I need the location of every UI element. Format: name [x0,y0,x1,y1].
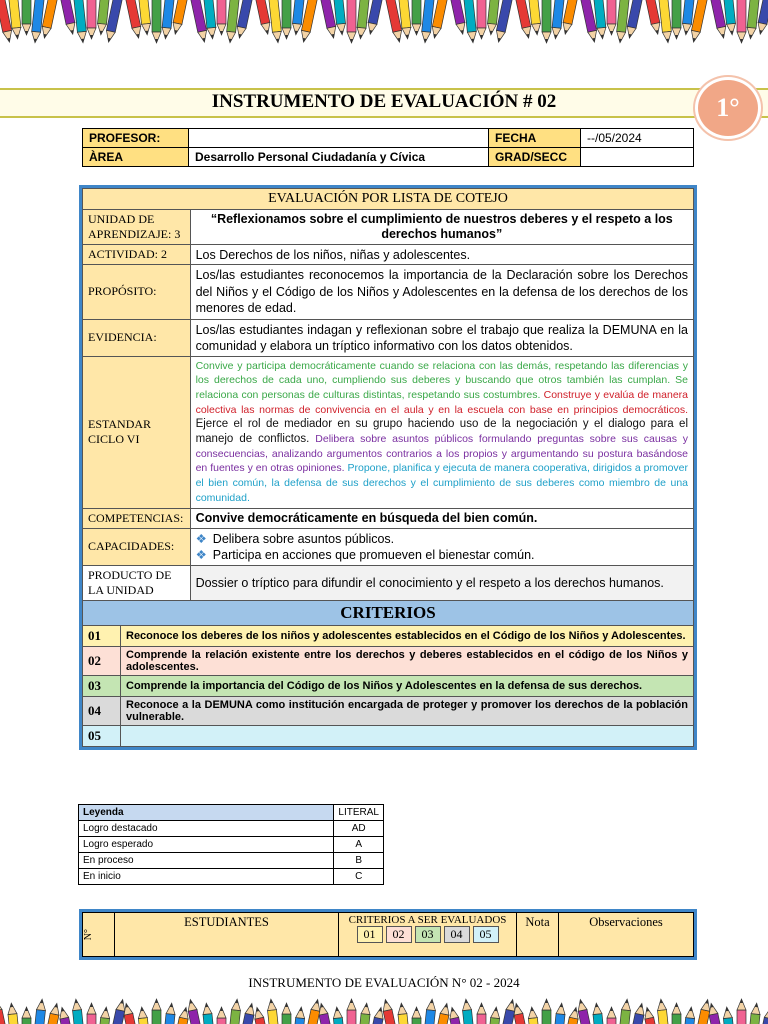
pencil-icon [332,1007,343,1024]
pencil-icon [74,0,88,43]
pencil-icon [722,1007,733,1024]
criterio-text[interactable] [121,725,694,746]
capacidad-item: ❖ Participa en acciones que promueven el bienestar común. [195,547,535,562]
pencil-icon [356,0,369,39]
criterios-column-header: CRITERIOS A SER EVALUADOS 01 02 03 04 05 [339,913,517,957]
observaciones-column-header: Observaciones [559,913,694,957]
pencil-icon [48,1003,62,1024]
pencil-icon [360,1003,371,1024]
pencil-icon [334,0,347,35]
grade-badge: 1° [695,77,761,139]
legend-row [79,853,384,869]
pencil-icon [139,0,152,35]
pencil-icon [425,999,437,1024]
page-title: INSTRUMENTO DE EVALUACIÓN # 02 [211,91,557,112]
actividad-value: Los Derechos de los niños, niñas y adolescentes. [190,245,693,265]
pencil-icon [71,999,83,1024]
estandar-part-2: Construye y evalúa de manera colectiva las normas de convivencia en el aula y en la escuela con base en principios democráticos. [195,388,689,416]
criterios-subheaders [339,926,516,945]
pencil-icon [464,0,478,43]
pencil-icon [269,0,283,43]
pencil-icon [152,999,161,1024]
legend-literal: A [334,837,384,853]
criterio-subheader: 03 [415,926,441,943]
legend-literal: B [334,853,384,869]
capacidades-label: CAPACIDADES: [83,528,191,565]
pencil-icon [477,1003,486,1024]
legend-literal: AD [334,821,384,837]
estandar-value [190,356,693,508]
actividad-label: ACTIVIDAD: 2 [83,245,191,265]
pencil-icon [592,1003,603,1024]
unidad-label: UNIDAD DE APRENDIZAJE: 3 [83,210,191,245]
criterio-subheader: 05 [473,926,499,943]
pencil-icon [737,0,746,43]
pencil-icon [672,1003,681,1024]
pencil-border-bottom [0,994,768,1024]
pencil-border-icon [0,0,768,48]
gradsecc-field[interactable] [581,148,694,167]
capacidad-item: ❖ Delibera sobre asuntos públicos. [195,531,395,546]
pencil-icon [448,1006,461,1024]
pencil-icon [490,1007,501,1024]
pencil-icon [397,1003,408,1024]
criterio-number: 01 [83,625,121,646]
pencil-icon [750,1003,761,1024]
pencil-icon [35,999,47,1024]
estandar-part-5: Propone, planifica y ejecuta de manera cooperativa, dirigidos a promover el bien común, la defensa de sus derechos y el cumplimiento de sus deberes como miembro de una comunidad. [195,462,688,504]
evidencia-value: Los/las estudiantes indagan y reflexionan sobre el trabajo que realiza la DEMUNA en la comunidad y elabora un tríptico informativo con los datos obtenidos. [190,319,693,356]
criterio-number: 05 [83,725,121,746]
pencil-icon [282,1003,291,1024]
pencil-icon [412,0,421,35]
capacidades-list [190,528,693,565]
pencil-icon [477,0,486,39]
criterio-subheader: 01 [357,926,383,943]
pencil-icon [22,1007,31,1024]
producto-label: PRODUCTO DE LA UNIDAD [83,565,191,600]
legend-row [79,821,384,837]
competencias-value: Convive democráticamente en búsqueda del bien común. [190,508,693,528]
pencil-icon [529,0,542,35]
criterio-text: Reconoce a la DEMUNA como institución encargada de proteger y promover los derechos de la población vulnerable. [121,696,694,725]
pencil-icon [737,999,746,1024]
pencil-icon [137,1007,148,1024]
pencil-icon [152,0,161,43]
pencil-icon [87,0,96,39]
evaluation-section-title: EVALUACIÓN POR LISTA DE COTEJO [83,189,694,210]
diamond-bullet-icon: ❖ [195,547,207,562]
criterio-row [83,725,694,746]
pencil-icon [616,0,630,43]
pencil-icon [347,999,356,1024]
competencias-label: COMPETENCIAS: [83,508,191,528]
criterios-title: CRITERIOS [83,600,694,625]
proposito-value: Los/las estudiantes reconocemos la importancia de la Declaración sobre los Derechos del Niños y el Código de los Niños y Adolescentes en la defensa de los derechos de los menores de edad. [190,265,693,320]
estandar-part-4: Delibera sobre asuntos públicos formulando preguntas sobre sus causas y consecuencias, analizando argumentos contrarios a los propios y argumentando su postura basándose en fuentes y en otras opiniones. [195,433,688,475]
pencil-icon [527,1007,538,1024]
criterio-number: 04 [83,696,121,725]
pencil-icon [421,0,435,43]
pencil-icon [31,0,45,43]
pencil-icon [230,999,242,1024]
pencil-icon [542,0,551,43]
pencil-icon [161,0,174,39]
pencil-icon [7,1003,18,1024]
pencil-icon [87,1003,96,1024]
criterio-row [83,646,694,675]
pencil-icon [0,999,5,1024]
pencil-icon [266,999,278,1024]
pencil-icon [22,0,31,35]
criterio-text: Comprende la relación existente entre los derechos y deberes establecidos en el código de los Niños y adolescentes. [121,646,694,675]
pencil-icon [165,1003,176,1024]
criterio-subheader: 04 [444,926,470,943]
criterio-text: Comprende la importancia del Código de los Niños y Adolescentes en la defensa de sus derechos. [121,675,694,696]
legend-label: En inicio [79,869,334,885]
legend-label: En proceso [79,853,334,869]
pencil-icon [243,1003,257,1024]
legend-label: Logro destacado [79,821,334,837]
pencil-icon [643,1006,656,1024]
criterio-number: 03 [83,675,121,696]
pencil-icon [551,0,564,39]
legend-row [79,869,384,885]
pencil-icon [672,0,681,39]
gradsecc-label: GRAD/SECC [489,148,581,167]
info-table [82,128,694,167]
pencil-icon [347,0,356,43]
unidad-value: “Reflexionamos sobre el cumplimiento de nuestros deberes y el respeto a los derechos humanos” [190,210,693,245]
pencil-icon [282,0,291,39]
pencil-icon [607,1007,616,1024]
criterio-row [83,675,694,696]
number-column-header: N° [83,913,115,957]
pencil-icon [724,0,737,35]
pencil-icon [226,0,240,43]
pencil-icon [100,1007,111,1024]
pencil-icon [620,999,632,1024]
pencil-icon [438,1003,452,1024]
pencil-icon [217,1007,226,1024]
legend-table [78,804,384,885]
fecha-field[interactable]: --/05/2024 [581,129,694,148]
legend-head-label: Leyenda [79,805,334,821]
legend-row [79,837,384,853]
legend-literal: C [334,869,384,885]
nota-column-header: Nota [517,913,559,957]
profesor-label: PROFESOR: [83,129,189,148]
profesor-field[interactable] [189,129,489,148]
footer-text: INSTRUMENTO DE EVALUACIÓN N° 02 - 2024 [248,975,520,990]
pencil-border-top [0,0,768,48]
pencil-icon [746,0,759,39]
pencil-icon [607,0,616,35]
pencil-border-icon [0,994,768,1024]
pencil-icon [659,0,673,43]
pencil-icon [633,1003,647,1024]
pencil-icon [685,1007,696,1024]
criterio-text: Reconoce los deberes de los niños y adolescentes establecidos en el Código de los Niños y Adolescentes. [121,625,694,646]
diamond-bullet-icon: ❖ [195,531,207,546]
criterio-row [83,625,694,646]
pencil-icon [295,1007,306,1024]
fecha-label: FECHA [489,129,581,148]
students-table [82,912,694,957]
pencil-icon [763,1006,768,1024]
pencil-icon [555,1003,566,1024]
estudiantes-column-header: ESTUDIANTES [115,913,339,957]
pencil-icon [58,1006,71,1024]
criterio-number: 02 [83,646,121,675]
evidencia-label: EVIDENCIA: [83,319,191,356]
estandar-part-3: Ejerce el rol de mediador en su grupo haciendo uso de la negociación y el dialogo para el manejo de conflictos. [195,418,688,446]
producto-value: Dossier o tríptico para difundir el conocimiento y el respeto a los derechos humanos. [190,565,693,600]
pencil-icon [412,1007,421,1024]
criterio-row [83,696,694,725]
legend-label: Logro esperado [79,837,334,853]
pencil-icon [253,1006,266,1024]
proposito-label: PROPÓSITO: [83,265,191,320]
evaluation-table [82,188,694,747]
estandar-label: ESTANDAR CICLO VI [83,356,191,508]
estandar-part-1: Convive y participa democráticamente cuando se relaciona con las demás, respetando las diferencias y los derechos de cada uno, cumpliendo sus deberes y buscando que otros también las cumplan. Se relaciona con personas de culturas distintas, respetando sus costumbres. [195,359,688,401]
area-field[interactable]: Desarrollo Personal Ciudadanía y Cívica [189,148,489,167]
legend-head-literal: LITERAL [334,805,384,821]
pencil-icon [217,0,226,35]
pencil-icon [461,999,473,1024]
pencil-icon [542,999,551,1024]
criterio-subheader: 02 [386,926,412,943]
pencil-icon [202,1003,213,1024]
area-label: ÀREA [83,148,189,167]
pencil-icon [656,999,668,1024]
